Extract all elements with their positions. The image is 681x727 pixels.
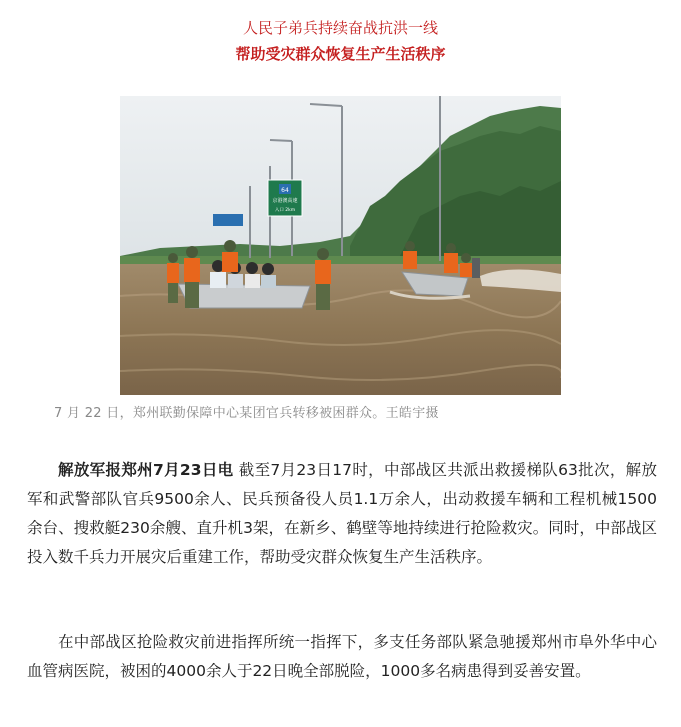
article-paragraph-2 xyxy=(27,628,657,686)
paragraph-2-text: 在中部战区抢险救灾前进指挥所统一指挥下，多支任务部队紧急驰援郑州市阜外华中心血管病医院，被困的4000余人于22日晚全部脱险，1000多名病患得到妥善安置。 xyxy=(27,633,657,680)
photo-caption: 7 月 22 日，郑州联勤保障中心某团官兵转移被困群众。王皓宇摄 xyxy=(54,406,439,421)
article-title: 帮助受灾群众恢复生产生活秩序 xyxy=(235,45,446,63)
news-photo xyxy=(120,96,561,395)
dateline: 解放军报郑州7月23日电 xyxy=(58,461,234,479)
sign-entry: 入口 2km xyxy=(274,208,296,213)
article-paragraph-1 xyxy=(27,456,657,572)
sign-name: 京港澳高速 xyxy=(272,198,298,204)
paragraph-1-text: 截至7月23日17时，中部战区共派出救援梯队63批次，解放军和武警部队官兵9500余人、民兵预备役人员1.1万余人，出动救援车辆和工程机械1500余台、搜救艇230余艘、直升机3架，在新乡、鹤壁等地持续进行抢险救灾。同时，中部战区投入数千兵力开展灾后重建工作，帮助受灾群众恢复生产生活秩序。 xyxy=(27,461,657,566)
sign-number: 64 xyxy=(281,187,289,194)
article-subtitle: 人民子弟兵持续奋战抗洪一线 xyxy=(242,19,438,37)
